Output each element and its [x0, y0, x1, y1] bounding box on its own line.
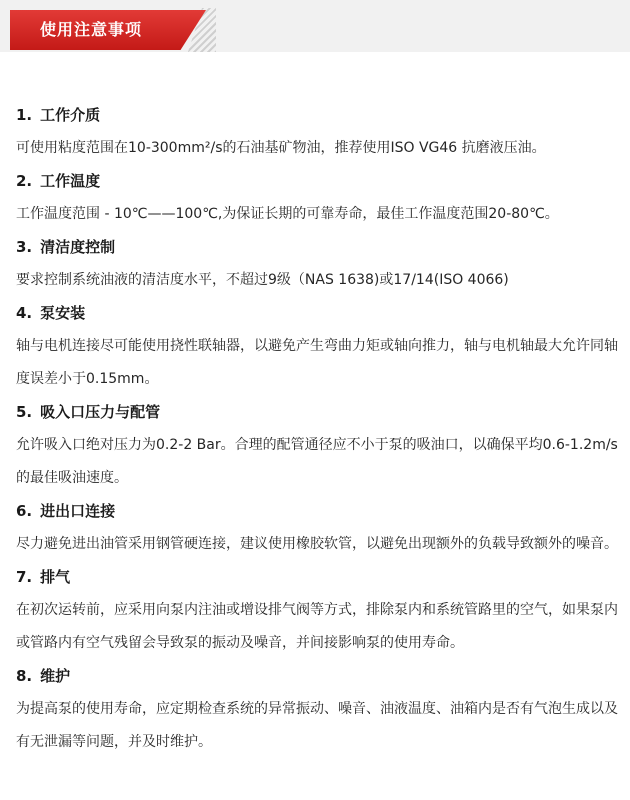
note-item-maintenance — [16, 660, 620, 759]
note-heading — [16, 165, 620, 198]
note-item-suction — [16, 396, 620, 495]
note-number: 8. — [16, 667, 33, 685]
note-heading — [16, 660, 620, 693]
note-number: 2. — [16, 172, 33, 190]
note-number: 5. — [16, 403, 33, 421]
note-number: 6. — [16, 502, 33, 520]
note-title: 进出口连接 — [40, 502, 116, 520]
note-text: 尽力避免进出油管采用钢管硬连接，建议使用橡胶软管，以避免出现额外的负载导致额外的噪音。 — [16, 536, 618, 552]
note-text: 轴与电机连接尽可能使用挠性联轴器，以避免产生弯曲力矩或轴向推力，轴与电机轴最大允许同轴度误差小于0.15mm。 — [16, 338, 618, 387]
note-item-connection — [16, 495, 620, 561]
note-text: 在初次运转前，应采用向泵内注油或增设排气阀等方式，排除泵内和系统管路里的空气，如果泵内或管路内有空气残留会导致泵的振动及噪音，并间接影响泵的使用寿命。 — [16, 602, 618, 651]
note-number: 1. — [16, 106, 33, 124]
note-text: 要求控制系统油液的清洁度水平，不超过9级（NAS 1638)或17/14(ISO 4066) — [16, 272, 509, 288]
note-item-cleanliness — [16, 231, 620, 297]
note-text: 可使用粘度范围在10-300mm²/s的石油基矿物油，推荐使用ISO VG46 抗磨液压油。 — [16, 140, 546, 156]
note-item-installation — [16, 297, 620, 396]
note-title: 维护 — [40, 667, 71, 685]
note-text: 允许吸入口绝对压力为0.2-2 Bar。合理的配管通径应不小于泵的吸油口，以确保平均0.6-1.2m/s的最佳吸油速度。 — [16, 437, 618, 486]
notes-list — [16, 99, 620, 759]
note-title: 清洁度控制 — [40, 238, 116, 256]
note-title: 吸入口压力与配管 — [40, 403, 161, 421]
note-heading — [16, 561, 620, 594]
note-title: 工作温度 — [40, 172, 101, 190]
note-item-venting — [16, 561, 620, 660]
note-text: 工作温度范围 - 10℃——100℃,为保证长期的可靠寿命，最佳工作温度范围20-80℃。 — [16, 206, 559, 222]
note-item-temperature — [16, 165, 620, 231]
page-title: 使用注意事项 — [40, 20, 143, 39]
note-title: 工作介质 — [40, 106, 101, 124]
note-title: 排气 — [40, 568, 71, 586]
note-title: 泵安装 — [40, 304, 86, 322]
note-number: 3. — [16, 238, 33, 256]
note-item-medium — [16, 99, 620, 165]
note-heading — [16, 231, 620, 264]
note-heading — [16, 396, 620, 429]
note-text: 为提高泵的使用寿命，应定期检查系统的异常振动、噪音、油液温度、油箱内是否有气泡生成以及有无泄漏等问题，并及时维护。 — [16, 701, 618, 750]
note-heading — [16, 495, 620, 528]
note-heading — [16, 297, 620, 330]
note-heading — [16, 99, 620, 132]
note-number: 4. — [16, 304, 33, 322]
section-banner — [0, 0, 630, 52]
note-number: 7. — [16, 568, 33, 586]
